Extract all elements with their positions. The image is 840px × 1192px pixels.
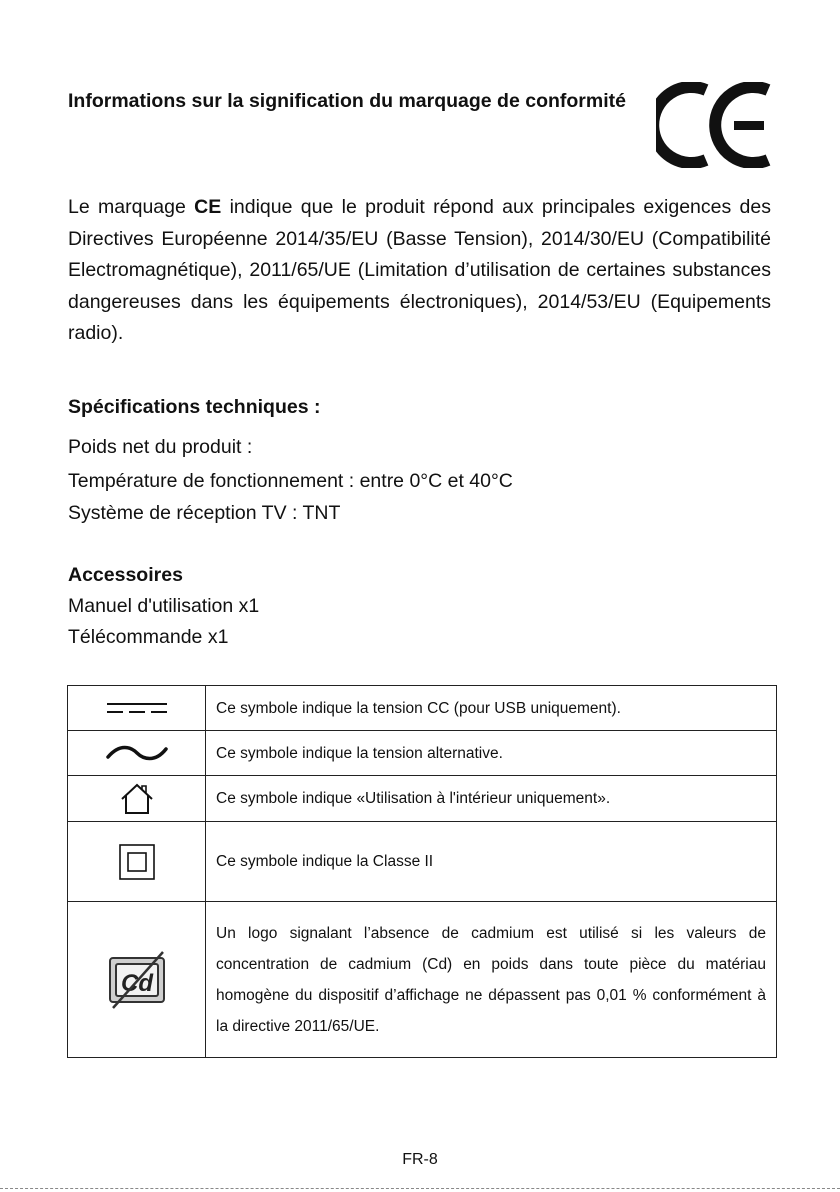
accessory-item: Télécommande x1 [68, 626, 229, 648]
spec-line: Température de fonctionnement : entre 0°C et 40°C [68, 470, 513, 492]
bottom-divider [0, 1188, 840, 1189]
marking-ce: CE [194, 196, 222, 218]
symbol-cell [68, 731, 206, 776]
table-row [68, 686, 777, 731]
symbol-cell [68, 776, 206, 822]
marking-intro: Le marquage [68, 196, 186, 218]
specs-title: Spécifications techniques : [68, 396, 321, 418]
table-row [68, 776, 777, 822]
table-row [68, 731, 777, 776]
symbol-description: Ce symbole indique la Classe II [206, 822, 777, 902]
symbol-cell [68, 686, 206, 731]
cadmium-free-icon [107, 948, 167, 1012]
table-row [68, 822, 777, 902]
ce-marking-paragraph [68, 192, 771, 350]
symbol-cell [68, 822, 206, 902]
dc-current-icon [105, 701, 169, 715]
symbol-cell [68, 902, 206, 1058]
symbols-table [67, 685, 777, 1058]
accessory-item: Manuel d'utilisation x1 [68, 595, 260, 617]
page-number: FR-8 [402, 1151, 438, 1168]
ce-mark-icon [656, 82, 772, 168]
cadmium-free-icon-text: Cd [120, 969, 153, 997]
symbol-description: Ce symbole indique la tension CC (pour USB uniquement). [206, 686, 777, 731]
symbol-description: Ce symbole indique «Utilisation à l'intérieur uniquement». [206, 776, 777, 822]
marking-text: indique que le produit répond aux principales exigences des Directives Européenne 2014/35/EU (Basse Tension), 2014/30/EU (Compatibilité Electromagnétique), 2011/65/UE (Limitation d’utilisation de certaines substances dangereuses dans les équipements électroniques), 2014/53/EU (Equipements radio). [68, 196, 771, 344]
accessories-title: Accessoires [68, 564, 183, 586]
spec-line: Système de réception TV : TNT [68, 502, 341, 524]
class-ii-icon [119, 844, 155, 880]
symbol-description: Un logo signalant l’absence de cadmium est utilisé si les valeurs de concentration de cadmium (Cd) en poids dans toute pièce du matériau homogène du dispositif d’affichage ne dépassent pas 0,01 % conformément à la directive 2011/65/UE. [206, 902, 777, 1058]
indoor-use-house-icon [120, 783, 154, 815]
ac-current-icon [105, 743, 169, 763]
page-heading: Informations sur la signification du marquage de conformité [68, 90, 626, 112]
symbol-description: Ce symbole indique la tension alternative. [206, 731, 777, 776]
spec-line: Poids net du produit : [68, 436, 253, 458]
table-row [68, 902, 777, 1058]
